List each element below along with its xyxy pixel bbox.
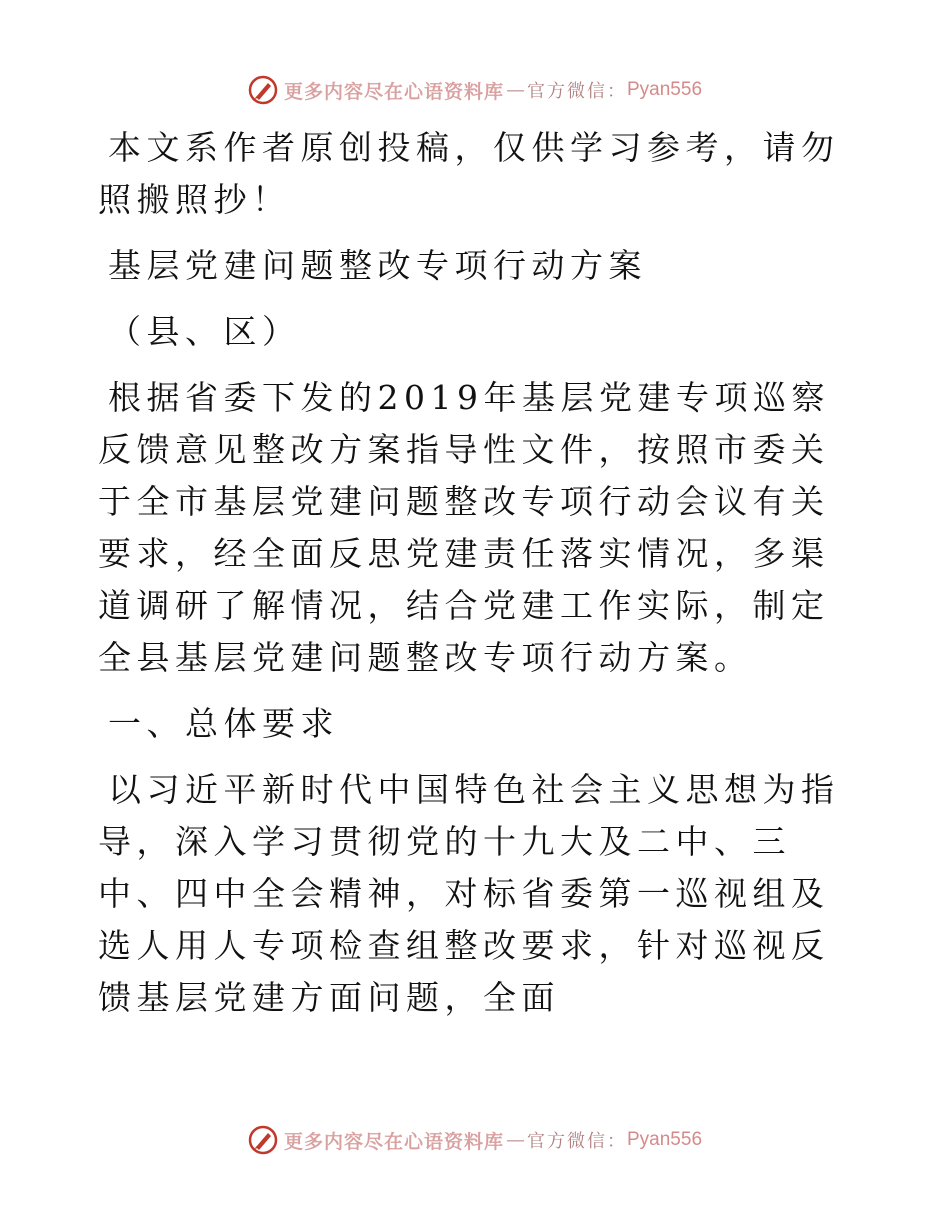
section-paragraph: 以习近平新时代中国特色社会主义思想为指导，深入学习贯彻党的十九大及二中、三中、四中全会精神，对标省委第一巡视组及选人用人专项检查组整改要求，针对巡视反馈基层党建方面问题，全面 (98, 770, 840, 1017)
document-title: 基层党建问题整改专项行动方案 (108, 246, 647, 285)
intro-paragraph: 根据省委下发的2019年基层党建专项巡察反馈意见整改方案指导性文件，按照市委关于全市基层党建问题整改专项行动会议有关要求，经全面反思党建责任落实情况，多渠道调研了解情况，结合党建工作实际，制定全县基层党建问题整改专项行动方案。 (98, 378, 830, 677)
pen-logo-icon (248, 1125, 278, 1155)
watermark-site-text: 更多内容尽在心语资料库 (283, 1130, 504, 1153)
section-heading: 一、总体要求 (108, 704, 339, 743)
header-watermark (0, 70, 950, 110)
watermark-handle: Pyan556 (627, 79, 703, 100)
watermark-handle: Pyan556 (627, 1129, 703, 1150)
watermark-dash: — (506, 1129, 525, 1151)
watermark-label: 官方微信： (527, 81, 627, 102)
watermark-label: 官方微信： (527, 1131, 627, 1152)
footer-watermark (0, 1120, 950, 1160)
copyright-notice: 本文系作者原创投稿，仅供学习参考，请勿照搬照抄！ (98, 128, 840, 219)
document-subtitle: （县、区） (108, 312, 301, 351)
document-body (98, 122, 858, 1038)
watermark-site-text: 更多内容尽在心语资料库 (283, 80, 504, 103)
pen-logo-icon (248, 75, 278, 105)
watermark-dash: — (506, 79, 525, 101)
